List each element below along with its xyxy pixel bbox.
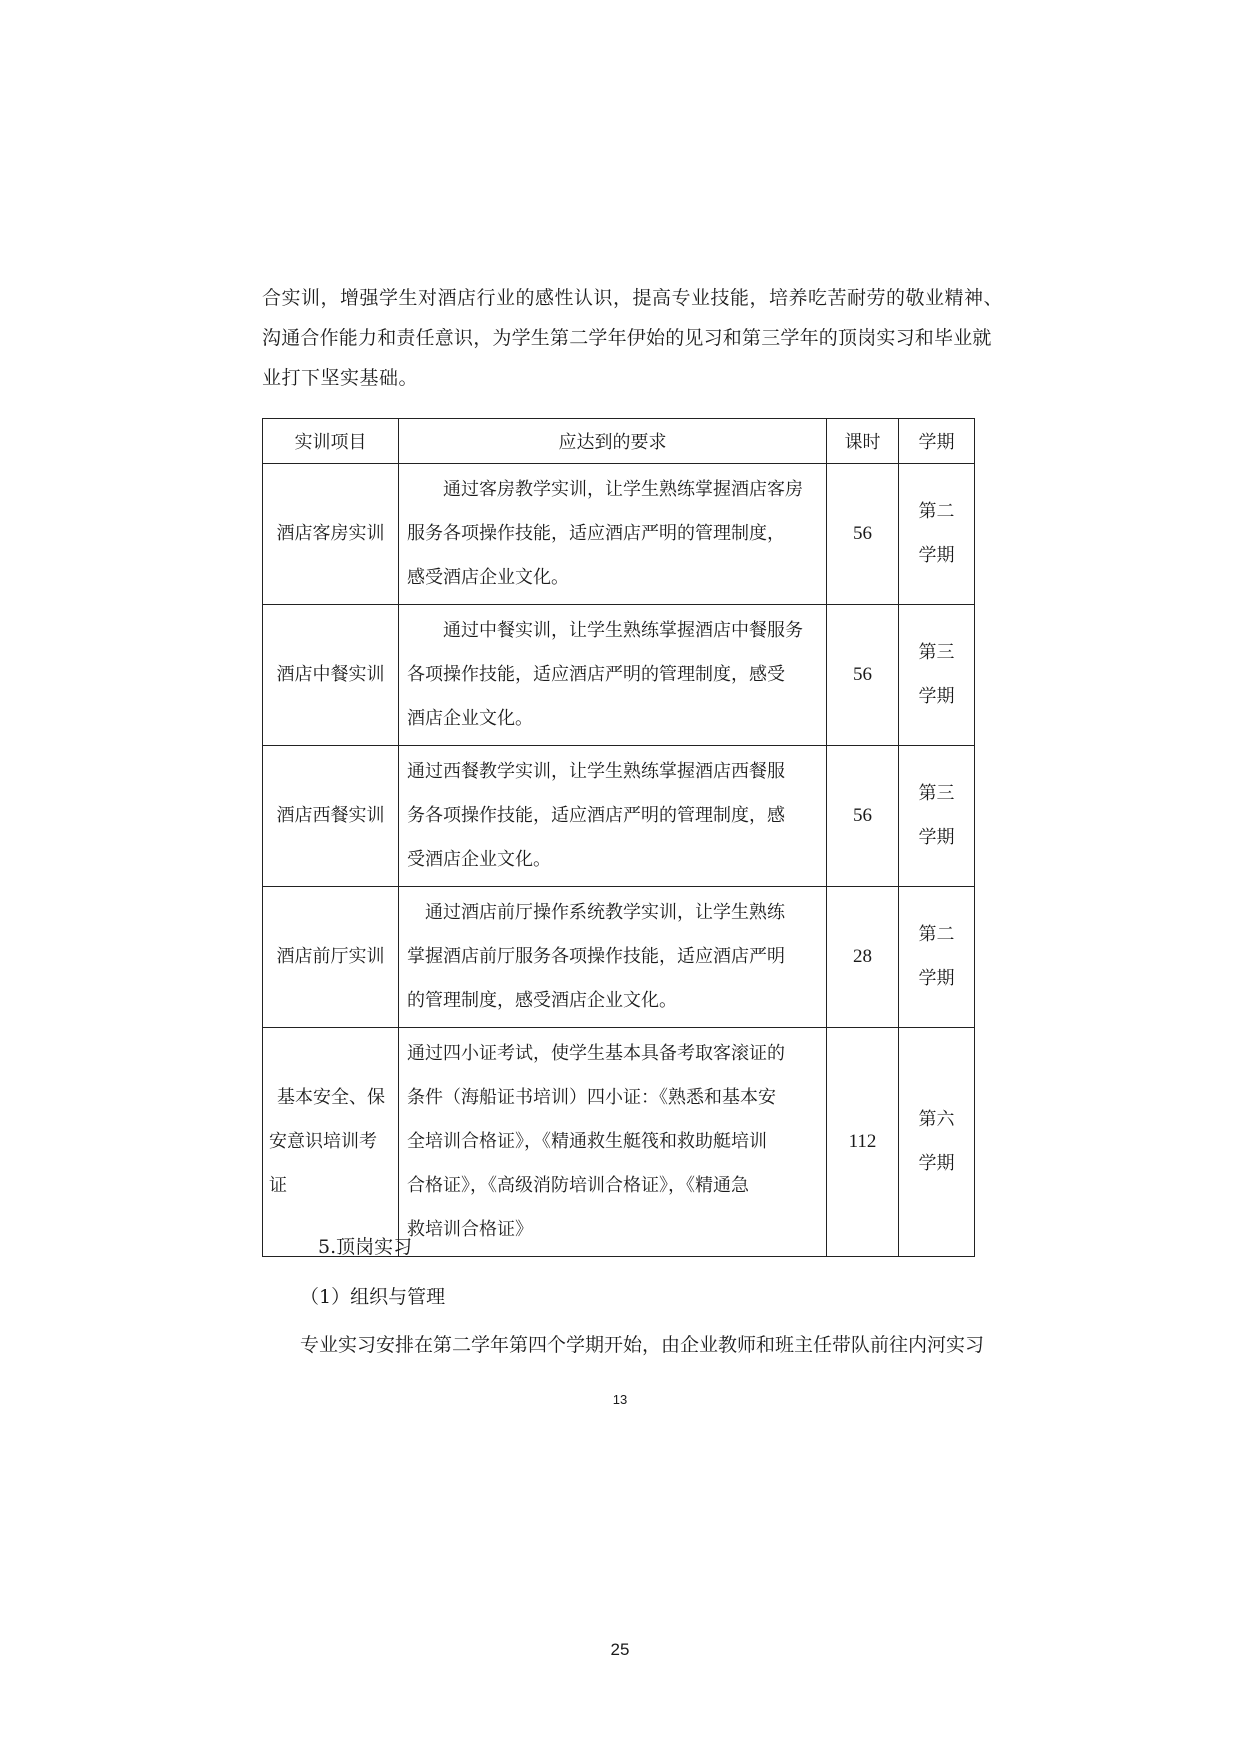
project-name: 酒店客房实训 [276,523,385,544]
project-name-cell [263,464,399,605]
requirement-line: 感受酒店企业文化。 [407,567,569,588]
table-row [263,464,975,605]
table-row [263,1028,975,1257]
hours-cell: 56 [827,464,899,605]
requirement-line: 务各项操作技能，适应酒店严明的管理制度，感 [407,805,785,826]
requirement-line: 全培训合格证》，《精通救生艇筏和救助艇培训 [407,1131,767,1152]
table-row [263,887,975,1028]
term-cell [899,464,975,605]
term-cell [899,1028,975,1257]
requirement-line: 的管理制度，感受酒店企业文化。 [407,990,677,1011]
requirement-line: 通过中餐实训，让学生熟练掌握酒店中餐服务 [407,620,803,641]
requirement-cell [399,1028,827,1257]
requirement-line: 各项操作技能，适应酒店严明的管理制度，感受 [407,664,785,685]
header-requirement: 应达到的要求 [399,419,827,464]
project-name-cell [263,887,399,1028]
inner-page-number: 13 [612,1392,628,1407]
term-line: 学期 [918,545,955,566]
hours-cell: 28 [827,887,899,1028]
term-cell [899,605,975,746]
requirement-cell [399,887,827,1028]
requirement-line: 通过酒店前厅操作系统教学实训，让学生熟练 [407,902,785,923]
term-line: 学期 [918,827,955,848]
term-line: 第三 [918,642,955,663]
subsection-title: （1）组织与管理 [300,1286,446,1308]
requirement-cell [399,746,827,887]
requirement-line: 通过四小证考试，使学生基本具备考取客滚证的 [407,1043,785,1064]
term-line: 学期 [918,686,955,707]
requirement-line: 通过西餐教学实训，让学生熟练掌握酒店西餐服 [407,761,785,782]
project-name-line: 安意识培训考 [269,1131,377,1152]
term-line: 第三 [918,783,955,804]
requirement-line: 酒店企业文化。 [407,708,533,729]
intro-paragraph [262,278,1002,398]
project-name: 酒店西餐实训 [276,805,385,826]
hours-cell: 112 [827,1028,899,1257]
requirement-line: 服务各项操作技能，适应酒店严明的管理制度， [407,523,785,544]
body-text: 专业实习安排在第二学年第四个学期开始，由企业教师和班主任带队前往内河实习 [300,1334,985,1356]
project-name-cell [263,746,399,887]
term-line: 第六 [918,1109,955,1130]
term-cell [899,887,975,1028]
project-name-cell [263,1028,399,1257]
project-name-line: 证 [269,1175,287,1196]
requirement-line: 受酒店企业文化。 [407,849,551,870]
table-header-row [263,419,975,464]
project-name: 酒店前厅实训 [276,946,385,967]
intro-line: 沟通合作能力和责任意识，为学生第二学年伊始的见习和第三学年的顶岗实习和毕业就 [262,327,992,349]
training-table [262,418,975,1257]
term-line: 学期 [918,1153,955,1174]
project-name-cell [263,605,399,746]
requirement-line: 通过客房教学实训，让学生熟练掌握酒店客房 [407,479,803,500]
term-line: 学期 [918,968,955,989]
requirement-line: 合格证》，《高级消防培训合格证》，《精通急 [407,1175,749,1196]
requirement-cell [399,605,827,746]
project-name: 酒店中餐实训 [276,664,385,685]
table-row [263,746,975,887]
requirement-line: 救培训合格证》 [407,1219,533,1240]
page-number: 25 [610,1640,630,1659]
header-project: 实训项目 [263,419,399,464]
hours-cell: 56 [827,746,899,887]
requirement-cell [399,464,827,605]
term-line: 第二 [918,924,955,945]
intro-line: 业打下坚实基础。 [262,367,419,389]
header-hours: 课时 [827,419,899,464]
project-name-line: 基本安全、保 [277,1087,385,1108]
term-cell [899,746,975,887]
requirement-line: 掌握酒店前厅服务各项操作技能，适应酒店严明 [407,946,785,967]
section-title: 5.顶岗实习 [318,1236,413,1258]
hours-cell: 56 [827,605,899,746]
intro-line: 合实训，增强学生对酒店行业的感性认识，提高专业技能，培养吃苦耐劳的敬业精神、 [262,287,1004,309]
table-row [263,605,975,746]
requirement-line: 条件（海船证书培训）四小证：《熟悉和基本安 [407,1087,776,1108]
term-line: 第二 [918,501,955,522]
header-term: 学期 [899,419,975,464]
